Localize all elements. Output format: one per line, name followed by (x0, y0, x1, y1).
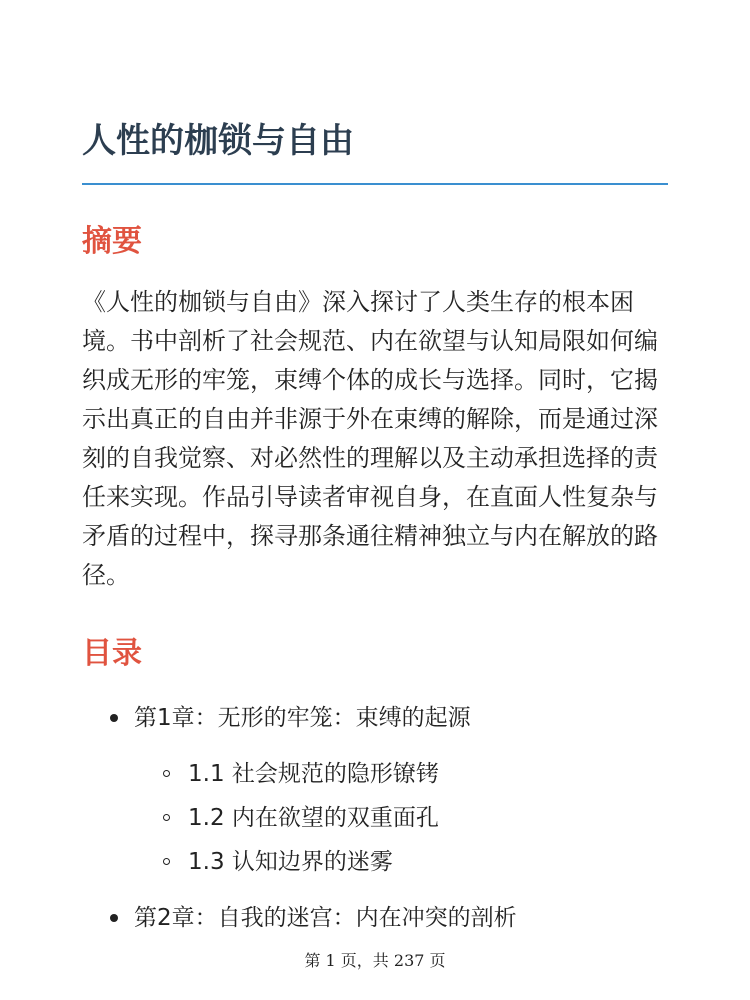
bullet-circle-icon (163, 770, 170, 777)
bullet-circle-icon (163, 858, 170, 865)
bullet-disc-icon (110, 914, 118, 922)
toc-heading: 目录 (82, 636, 142, 671)
toc-chapter-label[interactable]: 第2章：自我的迷宫：内在冲突的剖析 (134, 905, 517, 931)
toc-section-label[interactable]: 1.3 认知边界的迷雾 (188, 849, 393, 875)
page-number-footer: 第 1 页，共 237 页 (304, 951, 446, 970)
toc-chapter-label[interactable]: 第1章：无形的牢笼：束缚的起源 (134, 705, 471, 731)
book-title: 人性的枷锁与自由 (82, 121, 354, 161)
title-divider (82, 183, 668, 185)
bullet-disc-icon (110, 714, 118, 722)
toc-section-label[interactable]: 1.2 内在欲望的双重面孔 (188, 805, 439, 831)
bullet-circle-icon (163, 814, 170, 821)
toc-section-label[interactable]: 1.1 社会规范的隐形镣铐 (188, 761, 439, 787)
abstract-heading: 摘要 (82, 224, 142, 259)
abstract-text: 《人性的枷锁与自由》深入探讨了人类生存的根本困境。书中剖析了社会规范、内在欲望与认知局限如何编织成无形的牢笼，束缚个体的成长与选择。同时，它揭示出真正的自由并非源于外在束缚的解除，而是通过深刻的自我觉察、对必然性的理解以及主动承担选择的责任来实现。作品引导读者审视自身，在直面人性复杂与矛盾的过程中，探寻那条通往精神独立与内在解放的路径。 (82, 288, 658, 589)
